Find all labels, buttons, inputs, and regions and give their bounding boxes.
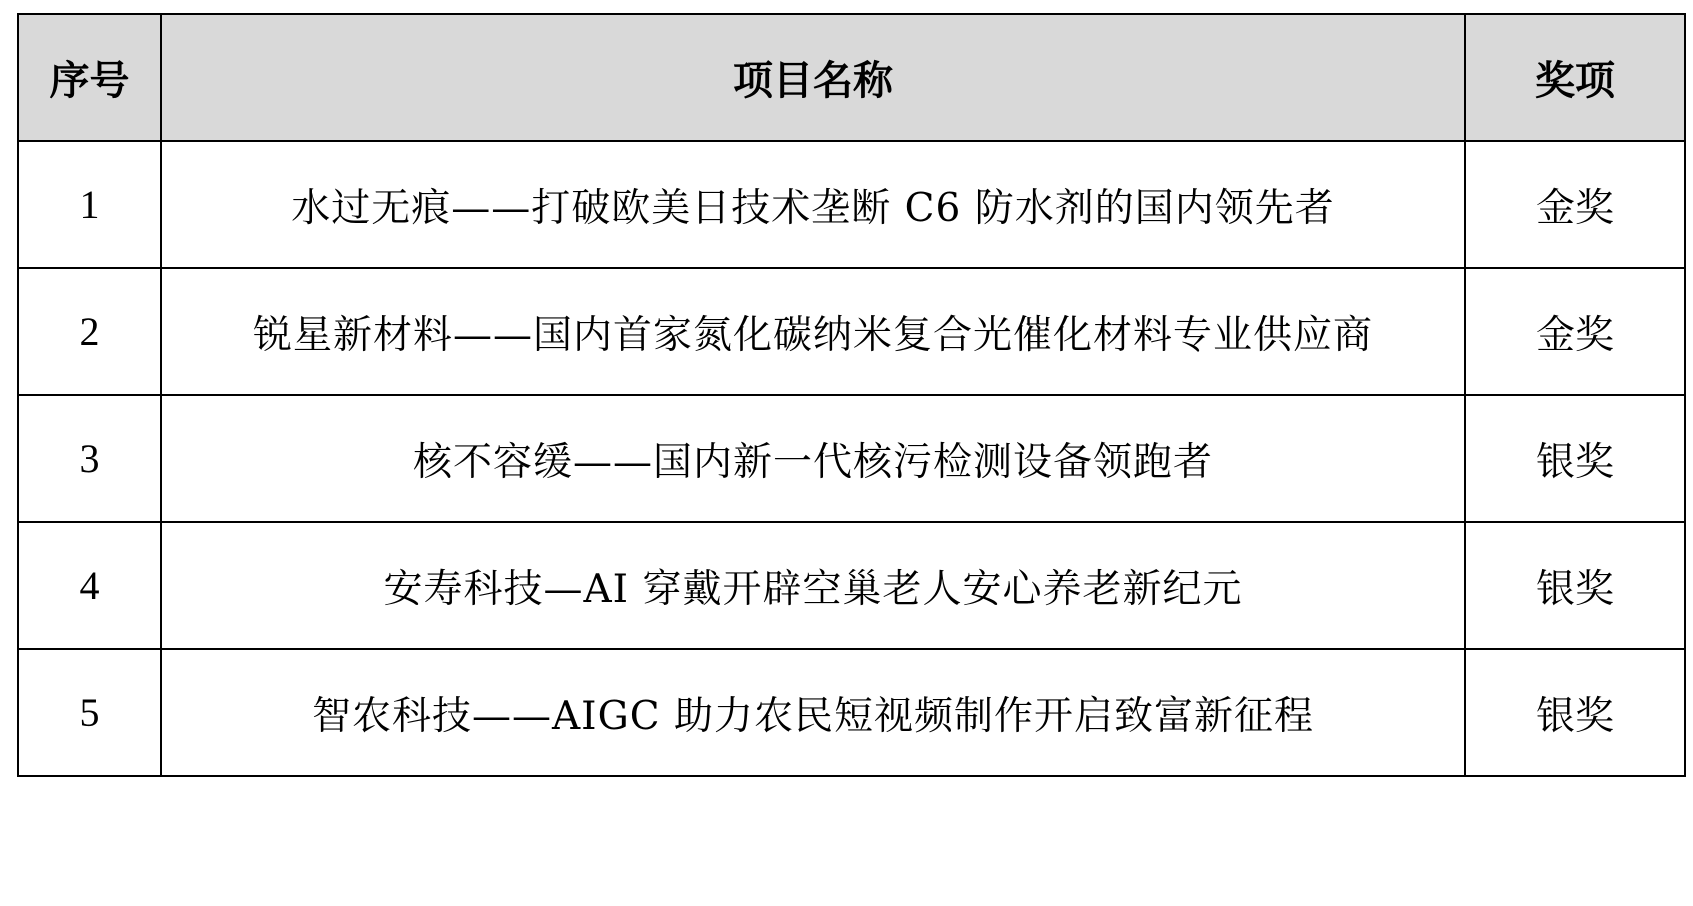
row-no: 2 bbox=[18, 268, 161, 395]
table-row bbox=[18, 522, 1685, 649]
row-award: 金奖 bbox=[1465, 141, 1685, 268]
row-award: 金奖 bbox=[1465, 268, 1685, 395]
table-row bbox=[18, 649, 1685, 776]
award-table bbox=[17, 13, 1686, 777]
row-award: 银奖 bbox=[1465, 649, 1685, 776]
row-award: 银奖 bbox=[1465, 522, 1685, 649]
row-no: 3 bbox=[18, 395, 161, 522]
table-row bbox=[18, 268, 1685, 395]
row-project-name: 锐星新材料——国内首家氮化碳纳米复合光催化材料专业供应商 bbox=[161, 268, 1465, 395]
table-row bbox=[18, 141, 1685, 268]
header-award: 奖项 bbox=[1465, 14, 1685, 141]
table-header-row bbox=[18, 14, 1685, 141]
header-no: 序号 bbox=[18, 14, 161, 141]
row-no: 4 bbox=[18, 522, 161, 649]
header-project-name: 项目名称 bbox=[161, 14, 1465, 141]
row-no: 5 bbox=[18, 649, 161, 776]
row-no: 1 bbox=[18, 141, 161, 268]
row-project-name: 安寿科技—AI 穿戴开辟空巢老人安心养老新纪元 bbox=[161, 522, 1465, 649]
row-award: 银奖 bbox=[1465, 395, 1685, 522]
row-project-name: 核不容缓——国内新一代核污检测设备领跑者 bbox=[161, 395, 1465, 522]
row-project-name: 智农科技——AIGC 助力农民短视频制作开启致富新征程 bbox=[161, 649, 1465, 776]
row-project-name: 水过无痕——打破欧美日技术垄断 C6 防水剂的国内领先者 bbox=[161, 141, 1465, 268]
table-row bbox=[18, 395, 1685, 522]
